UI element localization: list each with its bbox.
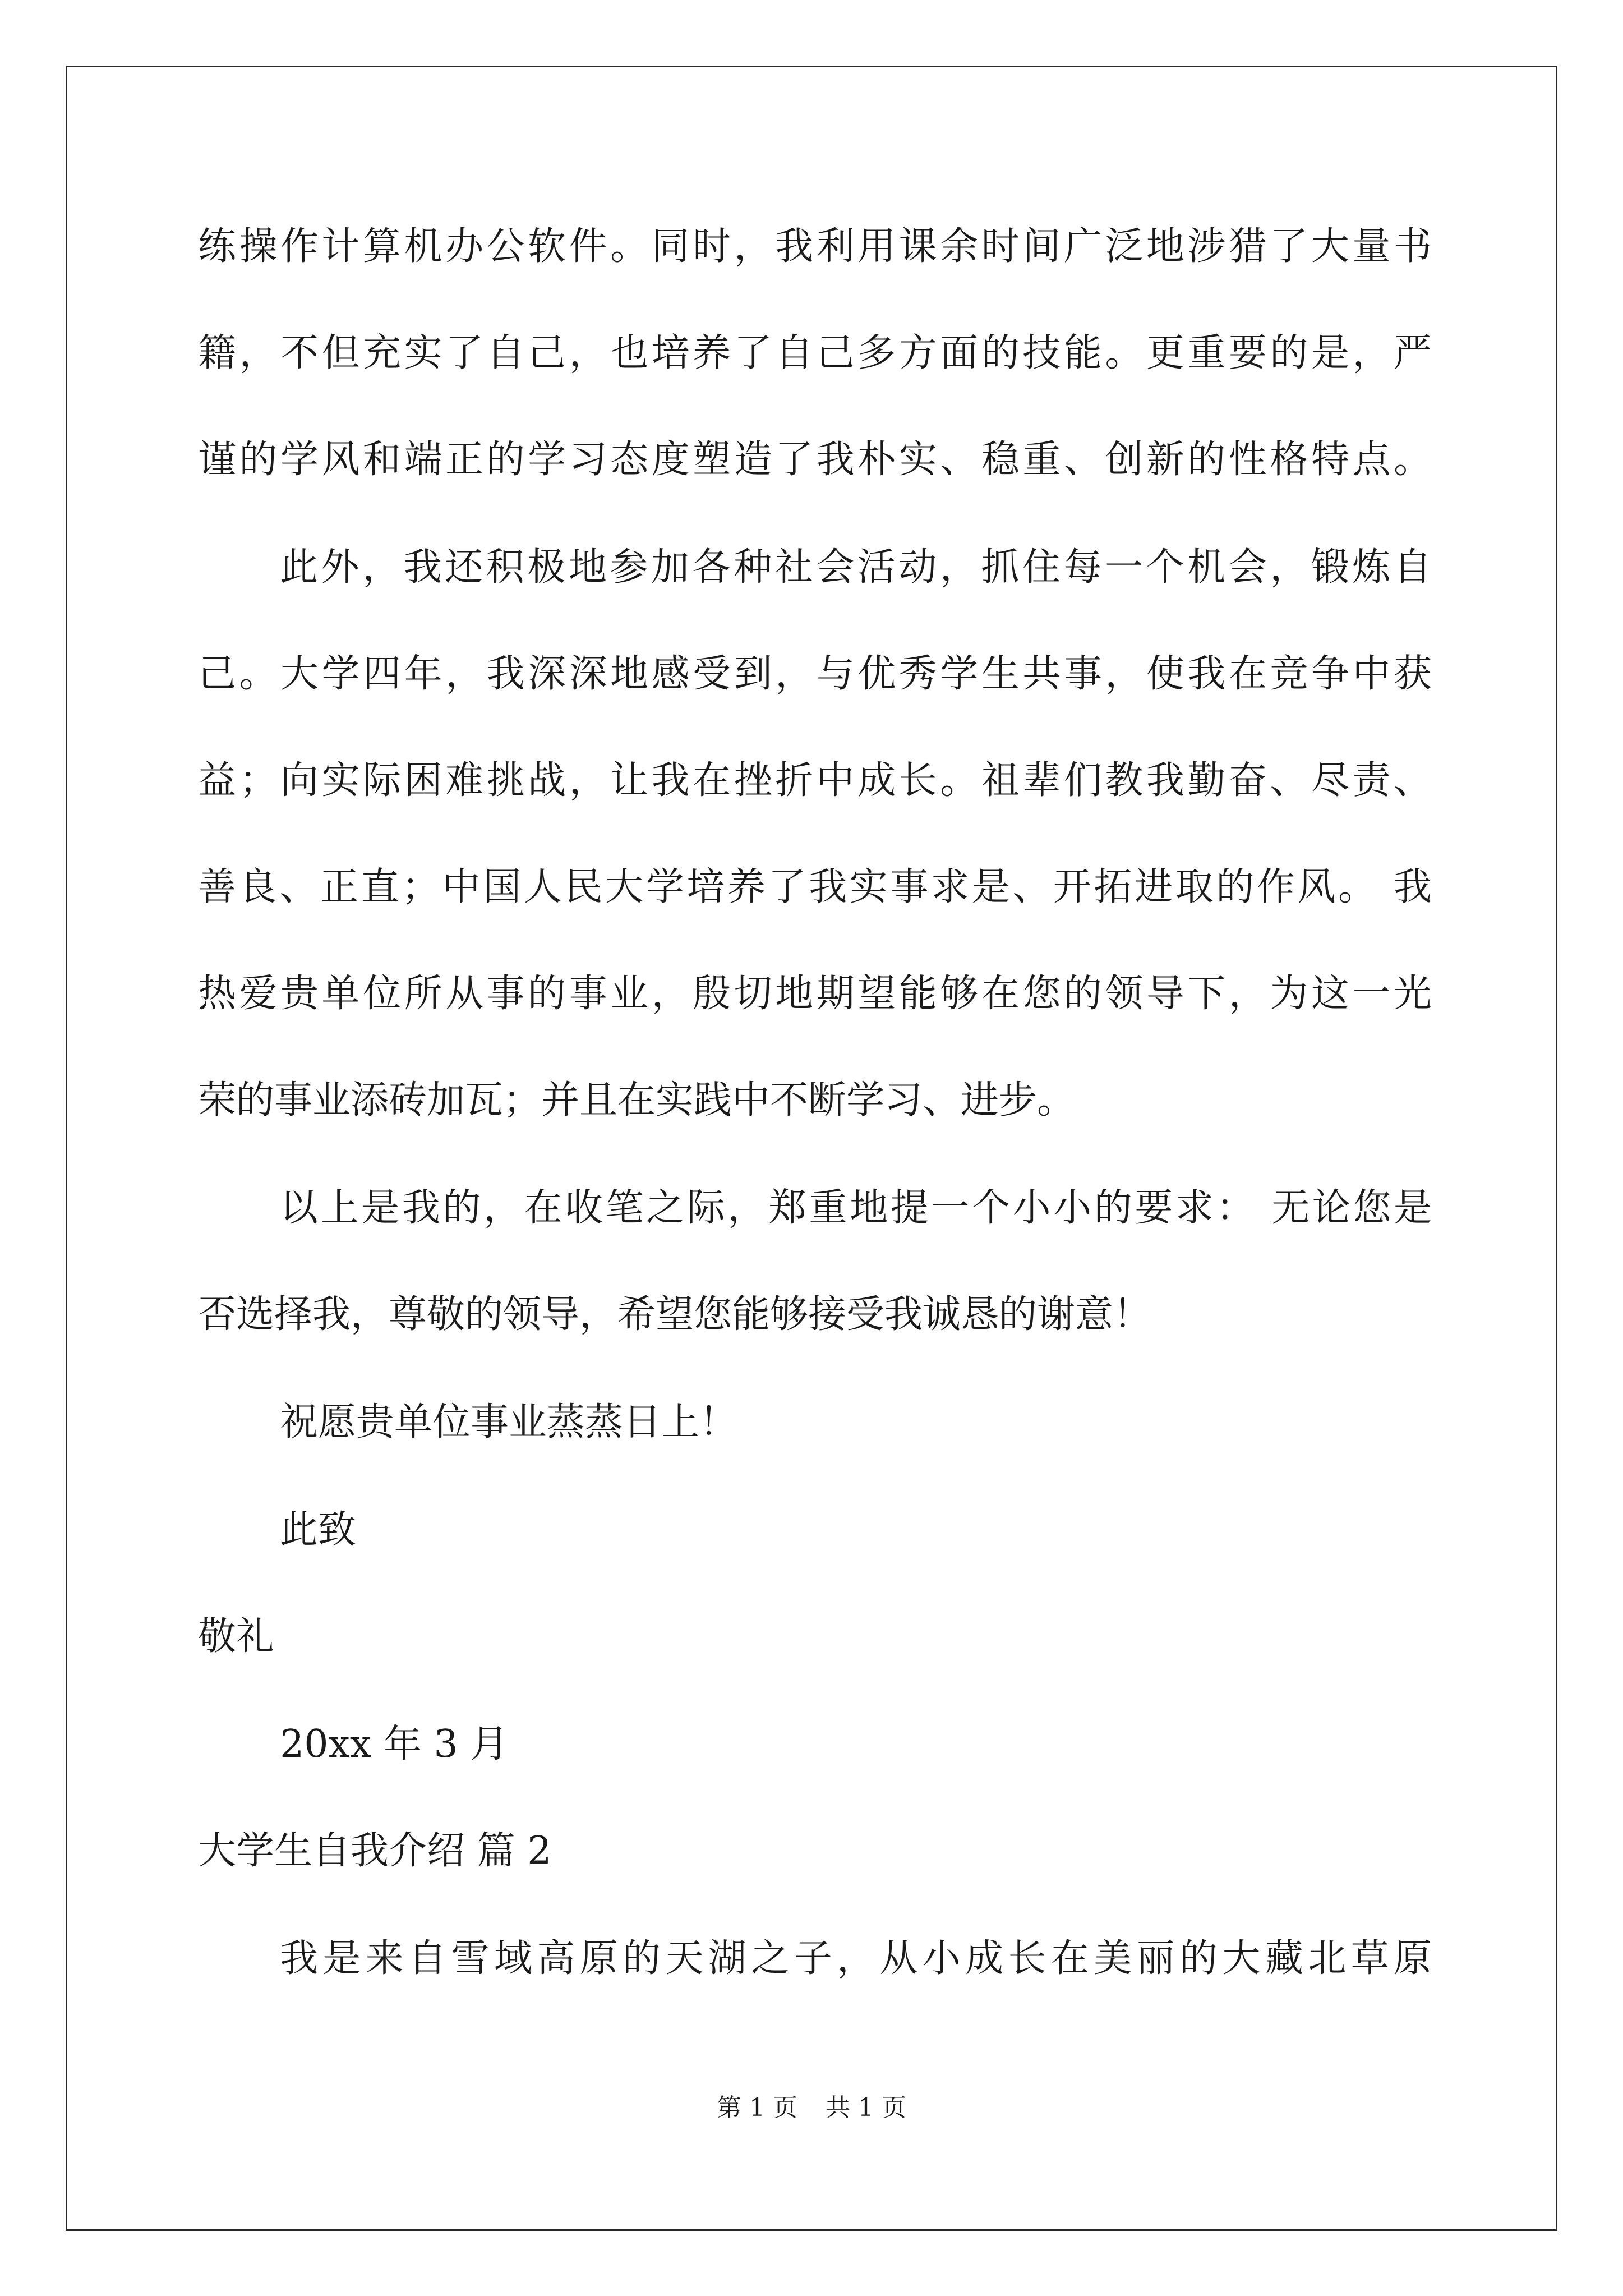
page-total: 共 1 页 [826, 2093, 906, 2122]
closing-wish: 祝愿贵单位事业蒸蒸日上！ [280, 1400, 738, 1444]
section-heading: 大学生自我介绍 篇 2 [198, 1829, 552, 1873]
body-line: 我是来自雪域高原的天湖之子，从小成长在美丽的大藏北草原 [280, 1936, 1432, 1981]
page-frame [66, 66, 1557, 2231]
salutation-cizhi: 此致 [280, 1508, 357, 1552]
body-line: 善良、正直；中国人民大学培养了我实事求是、开拓进取的作风。 我 [198, 865, 1432, 909]
body-line: 谨的学风和端正的学习态度塑造了我朴实、稳重、创新的性格特点。 [198, 438, 1432, 482]
body-line: 此外，我还积极地参加各种社会活动，抓住每一个机会，锻炼自 [280, 545, 1432, 590]
salutation-jingli: 敬礼 [198, 1614, 275, 1659]
body-line: 热爱贵单位所从事的事业，殷切地期望能够在您的领导下，为这一光 [198, 972, 1432, 1016]
body-line: 荣的事业添砖加瓦；并且在实践中不断学习、进步。 [198, 1078, 1076, 1122]
page-number: 第 1 页 [717, 2093, 797, 2122]
body-line: 练操作计算机办公软件。同时，我利用课余时间广泛地涉猎了大量书 [198, 224, 1432, 269]
body-line: 以上是我的，在收笔之际，郑重地提一个小小的要求： 无论您是 [280, 1186, 1432, 1230]
document-date: 20xx 年 3 月 [280, 1722, 509, 1766]
body-line: 己。大学四年，我深深地感受到，与优秀学生共事，使我在竞争中获 [198, 652, 1432, 696]
page-footer [0, 2091, 1623, 2125]
body-line: 籍，不但充实了自己，也培养了自己多方面的技能。更重要的是，严 [198, 331, 1432, 375]
body-line: 益；向实际困难挑战，让我在挫折中成长。祖辈们教我勤奋、尽责、 [198, 758, 1432, 803]
body-line: 否选择我，尊敬的领导，希望您能够接受我诚恳的谢意！ [198, 1292, 1152, 1337]
